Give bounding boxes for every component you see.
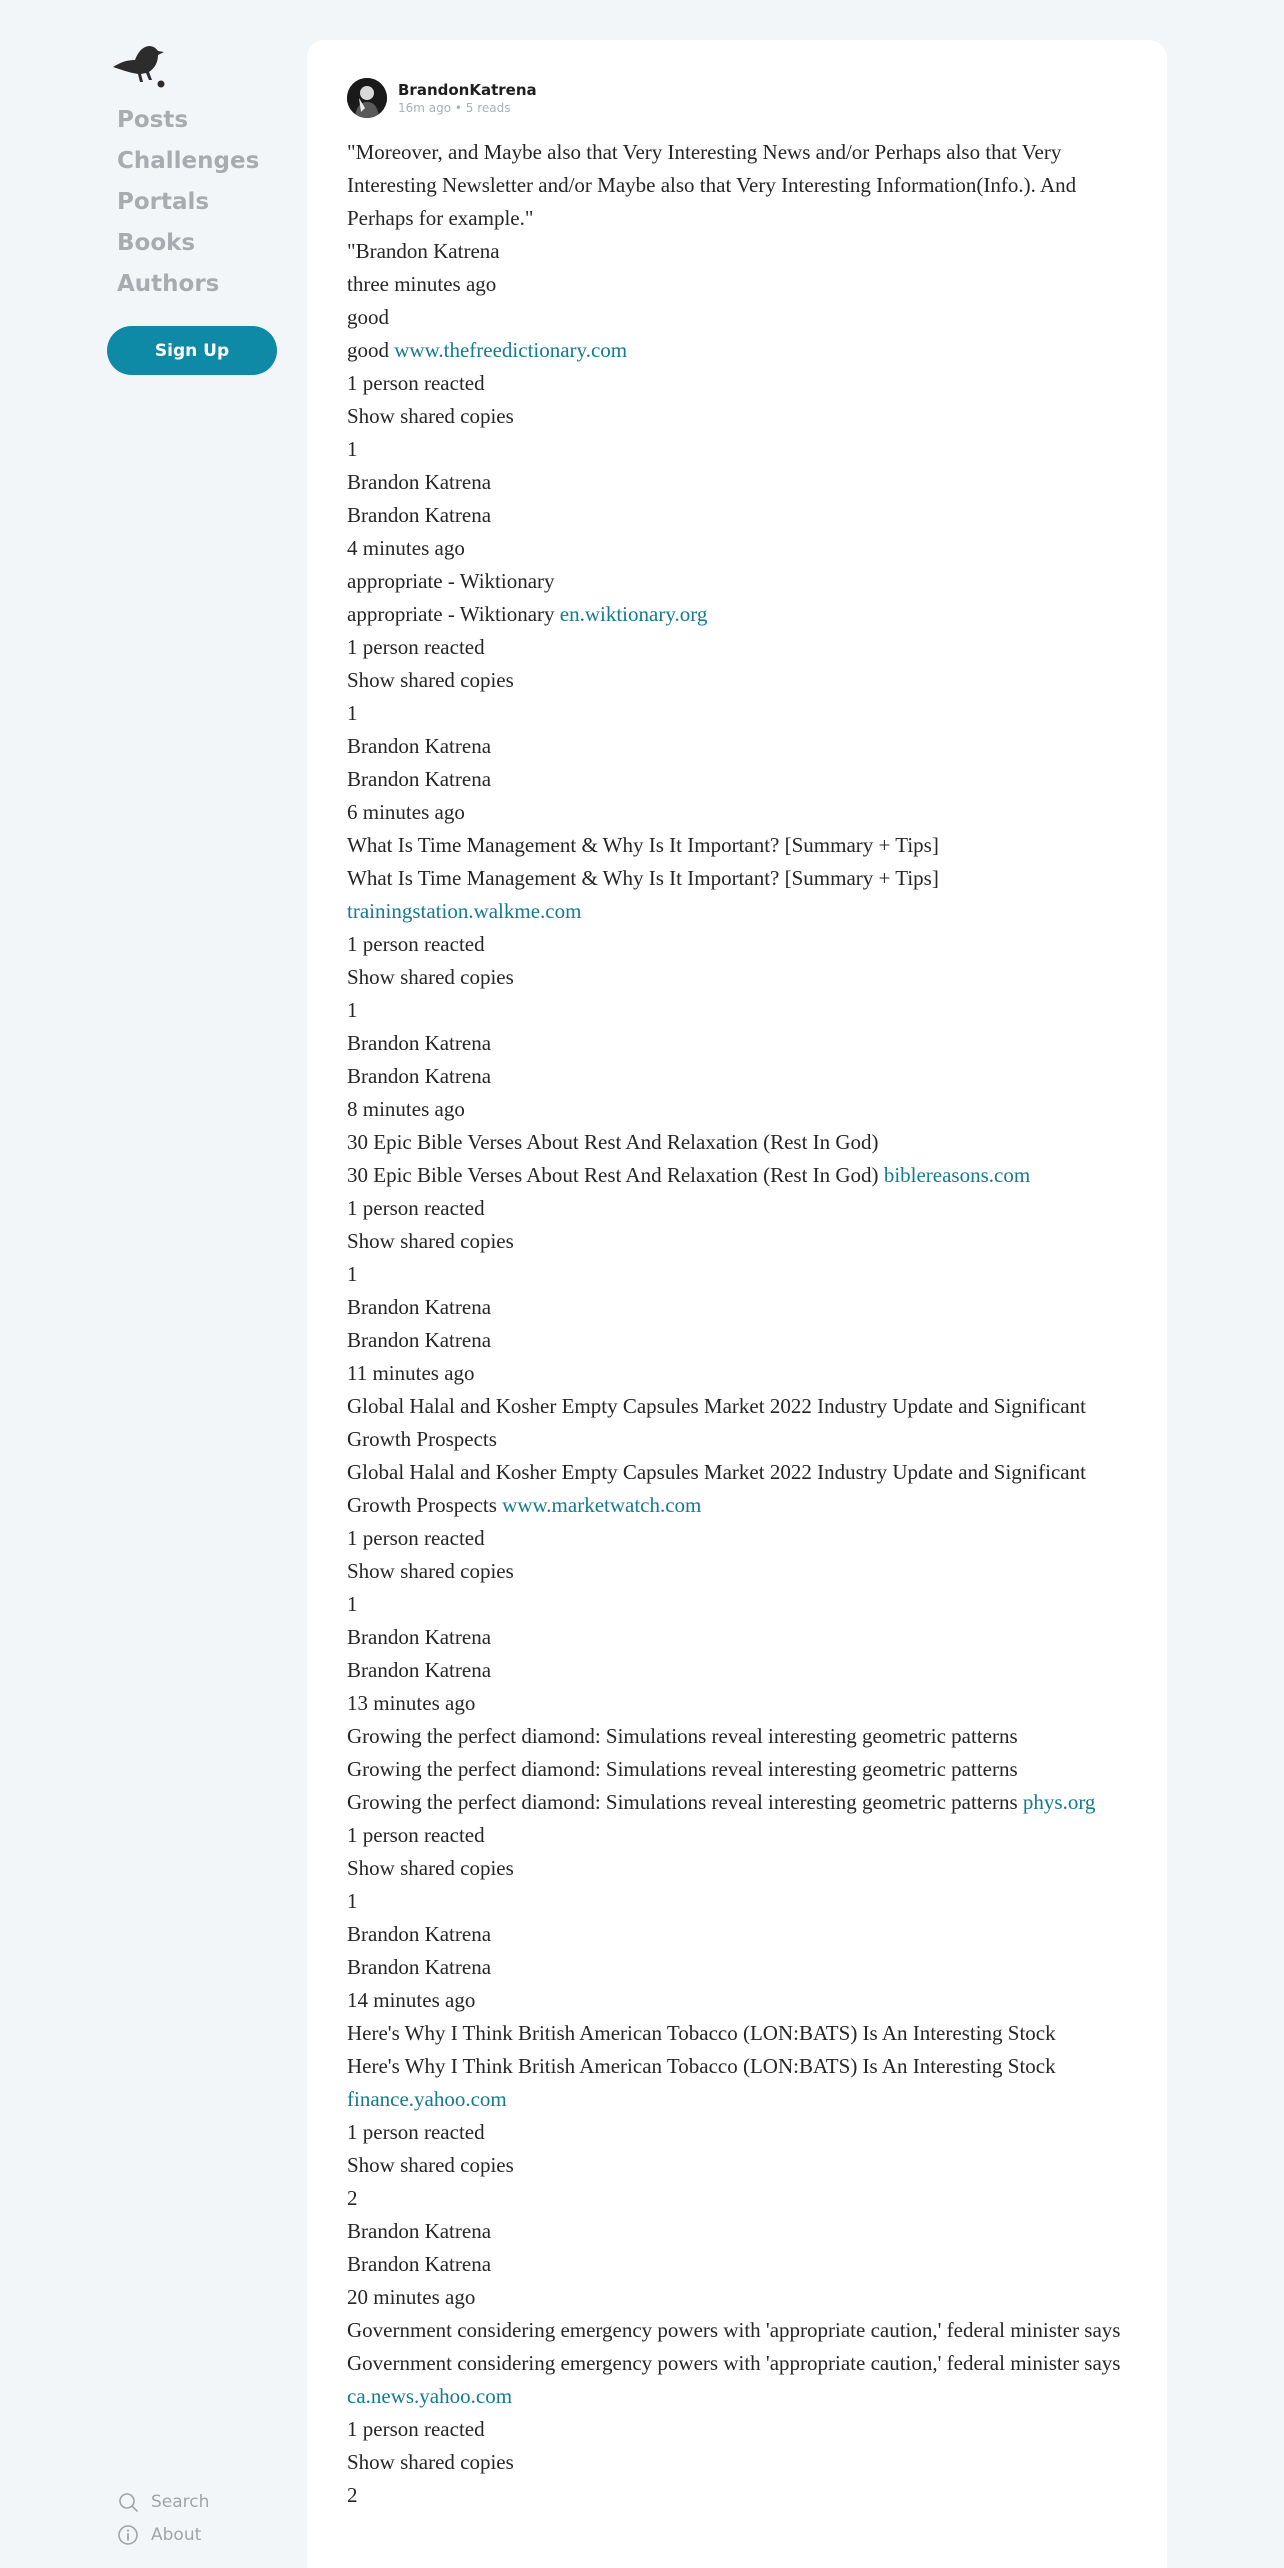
line-text: 1 xyxy=(347,1262,358,1286)
content-line xyxy=(347,1753,1137,1786)
content-line xyxy=(347,2248,1137,2281)
content-line xyxy=(347,1687,1137,1720)
content-line xyxy=(347,994,1137,1027)
content-line xyxy=(347,499,1137,532)
content-line xyxy=(347,1060,1137,1093)
line-text: "Brandon Katrena xyxy=(347,239,500,263)
post-author[interactable] xyxy=(347,78,537,118)
content-line xyxy=(347,1027,1137,1060)
main-nav xyxy=(107,100,277,305)
content-line xyxy=(347,2347,1137,2413)
line-text: Show shared copies xyxy=(347,2450,514,2474)
content-line xyxy=(347,400,1137,433)
line-text: Global Halal and Kosher Empty Capsules Market 2022 Industry Update and Significant Growth Prospects xyxy=(347,1394,1086,1451)
content-line xyxy=(347,664,1137,697)
content-line xyxy=(347,829,1137,862)
line-text: Show shared copies xyxy=(347,965,514,989)
content-line xyxy=(347,862,1137,928)
nav-posts[interactable]: Posts xyxy=(117,107,189,133)
line-text: Brandon Katrena xyxy=(347,1328,492,1352)
content-line xyxy=(347,367,1137,400)
content-line xyxy=(347,598,1137,631)
content-line xyxy=(347,1819,1137,1852)
content-line xyxy=(347,2050,1137,2116)
line-text: three minutes ago xyxy=(347,272,497,296)
line-text: Show shared copies xyxy=(347,668,514,692)
line-text: good xyxy=(347,305,389,329)
line-text: What Is Time Management & Why Is It Important? [Summary + Tips] xyxy=(347,866,939,890)
line-text: "Moreover, and Maybe also that Very Interesting News and/or Perhaps also that Very Interesting Newsletter and/or Maybe also that Very Interesting Information(Info.). And Perhaps for example." xyxy=(347,140,1077,230)
line-text: 1 person reacted xyxy=(347,1823,485,1847)
line-text: 20 minutes ago xyxy=(347,2285,476,2309)
line-text: 13 minutes ago xyxy=(347,1691,476,1715)
content-line xyxy=(347,1522,1137,1555)
content-line xyxy=(347,2479,1137,2512)
line-text: Brandon Katrena xyxy=(347,734,492,758)
content-line xyxy=(347,1951,1137,1984)
content-line xyxy=(347,631,1137,664)
line-text: Brandon Katrena xyxy=(347,1064,492,1088)
line-text: Government considering emergency powers with 'appropriate caution,' federal minister says xyxy=(347,2351,1121,2375)
content-line xyxy=(347,1390,1137,1456)
line-text: 14 minutes ago xyxy=(347,1988,476,2012)
content-line xyxy=(347,1918,1137,1951)
about-label: About xyxy=(151,2524,202,2545)
content-line xyxy=(347,2116,1137,2149)
info-icon xyxy=(117,2524,139,2546)
content-line xyxy=(347,532,1137,565)
crow-logo-icon[interactable] xyxy=(111,40,169,88)
content-line xyxy=(347,928,1137,961)
line-text: appropriate - Wiktionary xyxy=(347,569,555,593)
line-text: Brandon Katrena xyxy=(347,1922,492,1946)
content-line xyxy=(347,1984,1137,2017)
line-text: 2 xyxy=(347,2483,358,2507)
sidebar xyxy=(107,40,277,375)
content-line xyxy=(347,1324,1137,1357)
avatar[interactable] xyxy=(347,78,387,118)
line-text: Growing the perfect diamond: Simulations reveal interesting geometric patterns xyxy=(347,1724,1018,1748)
source-link[interactable]: en.wiktionary.org xyxy=(559,602,708,626)
about-link[interactable] xyxy=(117,2518,209,2551)
content-line xyxy=(347,1456,1137,1522)
search-icon xyxy=(117,2491,139,2513)
line-text: Show shared copies xyxy=(347,1856,514,1880)
source-link[interactable]: phys.org xyxy=(1022,1790,1096,1814)
nav-portals[interactable]: Portals xyxy=(117,189,210,215)
post-card xyxy=(307,40,1167,2568)
line-text: Show shared copies xyxy=(347,2153,514,2177)
content-line xyxy=(347,1852,1137,1885)
line-text: Show shared copies xyxy=(347,404,514,428)
line-text: Brandon Katrena xyxy=(347,2219,492,2243)
line-text: Growing the perfect diamond: Simulations reveal interesting geometric patterns xyxy=(347,1790,1023,1814)
content-line xyxy=(347,1357,1137,1390)
line-text: 1 xyxy=(347,1889,358,1913)
line-text: Brandon Katrena xyxy=(347,2252,492,2276)
line-text: 1 xyxy=(347,998,358,1022)
content-line xyxy=(347,235,1137,268)
line-text: Brandon Katrena xyxy=(347,470,492,494)
line-text: Global Halal and Kosher Empty Capsules Market 2022 Industry Update and Significant Growth Prospects xyxy=(347,1460,1086,1517)
content-line xyxy=(347,334,1137,367)
content-line xyxy=(347,1786,1137,1819)
content-line xyxy=(347,1126,1137,1159)
content-line xyxy=(347,433,1137,466)
line-text: Brandon Katrena xyxy=(347,1295,492,1319)
content-line xyxy=(347,2017,1137,2050)
line-text: 1 person reacted xyxy=(347,1196,485,1220)
sign-up-button[interactable]: Sign Up xyxy=(107,326,277,375)
content-line xyxy=(347,2215,1137,2248)
source-link[interactable]: trainingstation.walkme.com xyxy=(347,899,582,923)
line-text: Brandon Katrena xyxy=(347,1955,492,1979)
source-link[interactable]: www.thefreedictionary.com xyxy=(394,338,628,362)
content-line xyxy=(347,1621,1137,1654)
content-line xyxy=(347,1192,1137,1225)
line-text: 1 person reacted xyxy=(347,635,485,659)
line-text: 1 person reacted xyxy=(347,1526,485,1550)
content-line xyxy=(347,1258,1137,1291)
line-text: Brandon Katrena xyxy=(347,767,492,791)
content-line xyxy=(347,763,1137,796)
line-text: appropriate - Wiktionary xyxy=(347,602,560,626)
line-text: Show shared copies xyxy=(347,1229,514,1253)
line-text: 11 minutes ago xyxy=(347,1361,475,1385)
post-meta: 16m ago • 5 reads xyxy=(398,101,511,115)
content-line xyxy=(347,2182,1137,2215)
line-text: Government considering emergency powers with 'appropriate caution,' federal minister says xyxy=(347,2318,1121,2342)
content-line xyxy=(347,2446,1137,2479)
content-line xyxy=(347,1159,1137,1192)
search-label: Search xyxy=(151,2491,210,2512)
line-text: 1 xyxy=(347,1592,358,1616)
content-line xyxy=(347,466,1137,499)
line-text: Growing the perfect diamond: Simulations reveal interesting geometric patterns xyxy=(347,1757,1018,1781)
source-link[interactable]: biblereasons.com xyxy=(883,1163,1031,1187)
nav-books[interactable]: Books xyxy=(117,230,196,256)
content-line xyxy=(347,1654,1137,1687)
nav-challenges[interactable]: Challenges xyxy=(117,148,260,174)
content-line xyxy=(347,1093,1137,1126)
content-line xyxy=(347,1555,1137,1588)
line-text: Show shared copies xyxy=(347,1559,514,1583)
line-text: 1 person reacted xyxy=(347,371,485,395)
line-text: 1 xyxy=(347,701,358,725)
search-link[interactable] xyxy=(117,2485,209,2518)
content-line xyxy=(347,2314,1137,2347)
content-line xyxy=(347,301,1137,334)
content-line xyxy=(347,1720,1137,1753)
content-line xyxy=(347,2413,1137,2446)
content-line xyxy=(347,1225,1137,1258)
content-line xyxy=(347,136,1137,235)
content-line xyxy=(347,796,1137,829)
content-line xyxy=(347,2281,1137,2314)
content-line xyxy=(347,2149,1137,2182)
content-line xyxy=(347,961,1137,994)
line-text: 1 person reacted xyxy=(347,932,485,956)
content-line xyxy=(347,1588,1137,1621)
content-line xyxy=(347,730,1137,763)
nav-authors[interactable]: Authors xyxy=(117,271,220,297)
avatar-image xyxy=(347,78,387,118)
line-text: Brandon Katrena xyxy=(347,1031,492,1055)
line-text: Brandon Katrena xyxy=(347,1658,492,1682)
source-link[interactable]: www.marketwatch.com xyxy=(502,1493,702,1517)
sidebar-footer xyxy=(117,2485,209,2551)
line-text: 8 minutes ago xyxy=(347,1097,465,1121)
line-text: good xyxy=(347,338,395,362)
author-name[interactable]: BrandonKatrena xyxy=(398,81,537,99)
line-text: Here's Why I Think British American Tobacco (LON:BATS) Is An Interesting Stock xyxy=(347,2054,1056,2078)
line-text: 1 xyxy=(347,437,358,461)
source-link[interactable]: ca.news.yahoo.com xyxy=(347,2384,513,2408)
line-text: 4 minutes ago xyxy=(347,536,465,560)
post-content xyxy=(347,136,1137,2512)
line-text: Here's Why I Think British American Tobacco (LON:BATS) Is An Interesting Stock xyxy=(347,2021,1056,2045)
content-line xyxy=(347,1291,1137,1324)
line-text: 30 Epic Bible Verses About Rest And Relaxation (Rest In God) xyxy=(347,1163,884,1187)
line-text: 1 person reacted xyxy=(347,2417,485,2441)
line-text: 6 minutes ago xyxy=(347,800,465,824)
source-link[interactable]: finance.yahoo.com xyxy=(347,2087,507,2111)
content-line xyxy=(347,697,1137,730)
line-text: 1 person reacted xyxy=(347,2120,485,2144)
line-text: What Is Time Management & Why Is It Important? [Summary + Tips] xyxy=(347,833,939,857)
content-line xyxy=(347,1885,1137,1918)
content-line xyxy=(347,565,1137,598)
line-text: Brandon Katrena xyxy=(347,1625,492,1649)
content-line xyxy=(347,268,1137,301)
line-text: Brandon Katrena xyxy=(347,503,492,527)
line-text: 2 xyxy=(347,2186,358,2210)
line-text: 30 Epic Bible Verses About Rest And Relaxation (Rest In God) xyxy=(347,1130,879,1154)
